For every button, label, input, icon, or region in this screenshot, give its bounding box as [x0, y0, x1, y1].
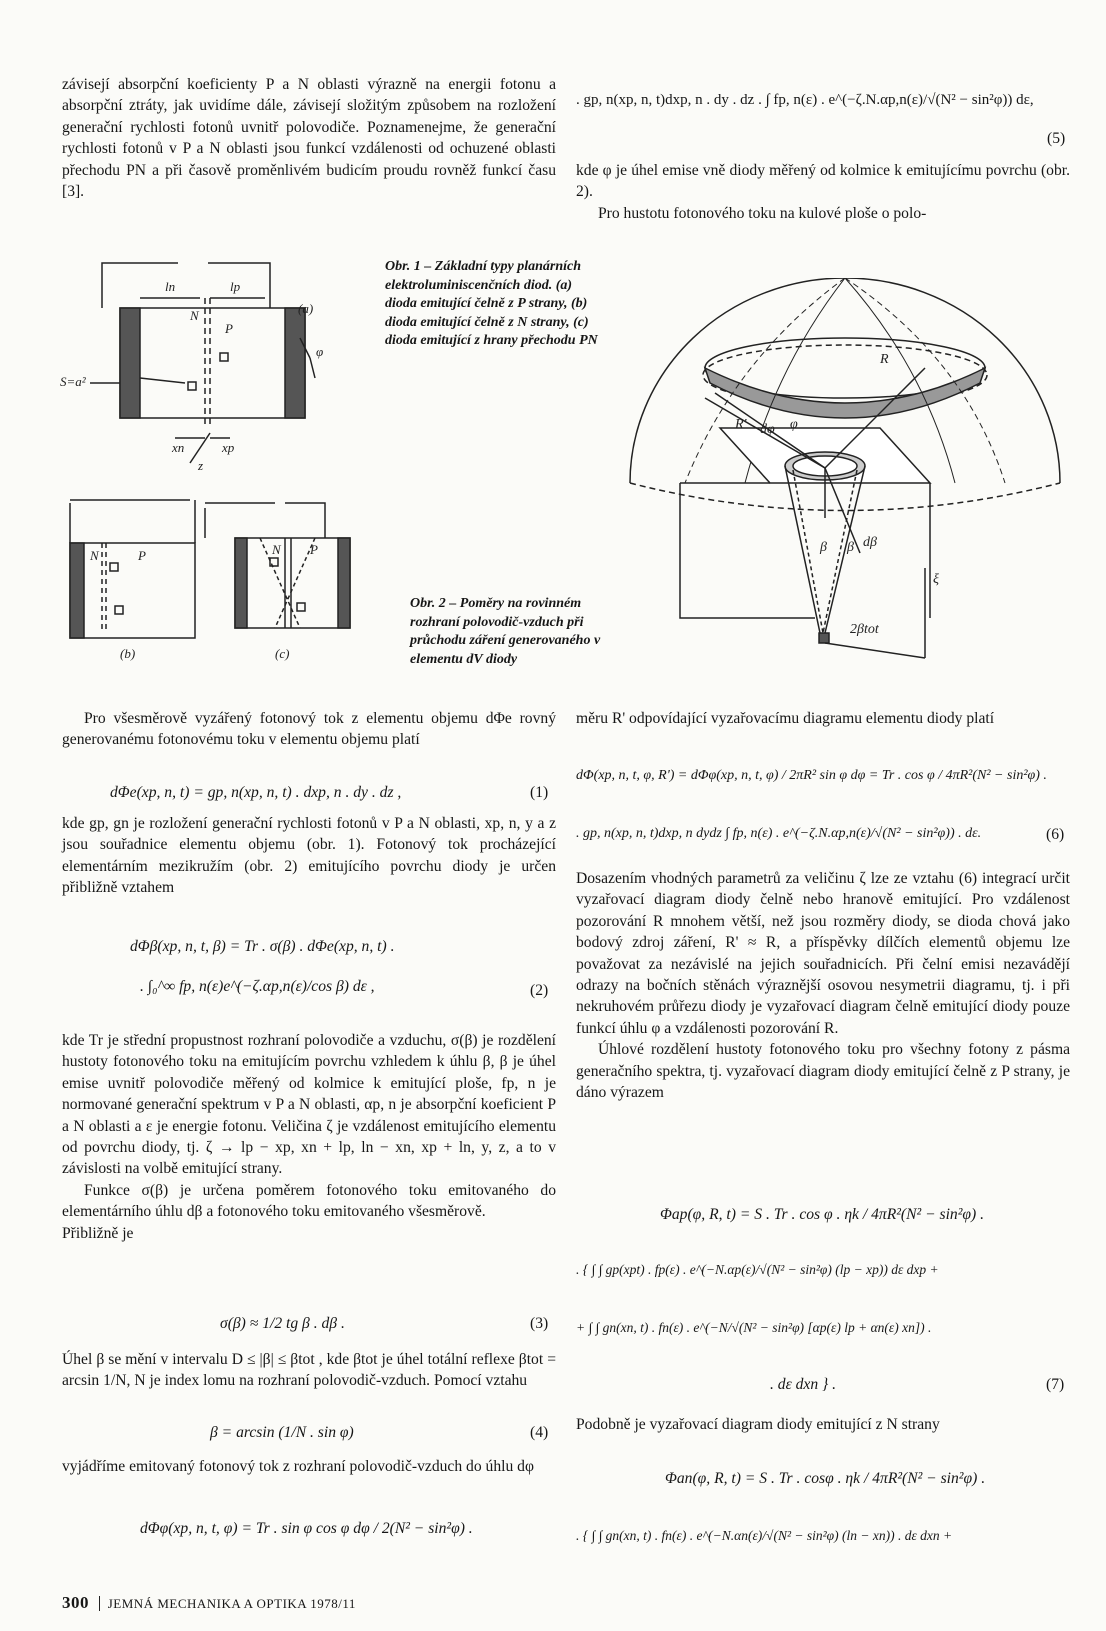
fig2-label-xi: ξ [933, 572, 939, 587]
left-column-4 [62, 1349, 556, 1392]
fig2-label-beta-1: β [820, 540, 827, 555]
fig1-label-xn: xn [172, 440, 185, 455]
density-intro-text: Pro hustotu fotonového toku na kulové ploše o polo- [598, 204, 927, 222]
equation-7b: . { ∫ ∫ gp(xpt) . fp(ε) . e^(−N.αp(ε)/√(N² − sin²φ) (lp − xp)) dε dxp + [576, 1262, 939, 1277]
right-column [576, 708, 1070, 729]
fig1-label-N-c: N [272, 542, 281, 557]
fig2-label-phi: φ [790, 417, 798, 432]
fig1-label-ln: ln [165, 279, 176, 294]
left-column-2 [62, 813, 556, 899]
figure-1 [60, 258, 380, 663]
equation-5-number: (5) [1047, 130, 1066, 147]
fig1-label-N-b: N [90, 548, 99, 563]
equation-6a: dΦ(xp, n, t, φ, R') = dΦφ(xp, n, t, φ) / 2πR² sin φ dφ = Tr . cos φ / 4πR²(N² − sin²φ) . [576, 768, 1047, 783]
fig1-label-N: N [190, 308, 199, 323]
equation-7-number: (7) [1046, 1376, 1065, 1393]
page-footer [62, 1593, 356, 1613]
left-p1: Pro všesměrově vyzářený fotonový tok z elementu objemu dΦe rovný generovanému fotonovému toku v elementu objemu platí [62, 710, 556, 749]
intro-text: závisejí absorpční koeficienty P a N oblasti výrazně na energii fotonu a absorpční ztráty, jak uvidíme dále, závisejí složitým způsobem na rozložení generační rychlosti fotonů uvnitř polovodiče. Poznamenejme, že generační rychlosti fotonů v P a N oblasti jsou funkcí vzdálenosti od ochuzené oblasti přechodu PN a při časově proměnlivém budicím proudu rovněž funkcí času [3]. [62, 76, 556, 201]
fig1-label-lp: lp [230, 279, 241, 294]
left-column-5 [62, 1456, 556, 1477]
equation-6-number: (6) [1046, 826, 1065, 843]
equation-6b: . gp, n(xp, n, t)dxp, n dydz ∫ fp, n(ε) . e^(−ζ.N.αp,n(ε)/√(N² − sin²φ)) . dε. [576, 826, 982, 841]
fig2-label-beta-2: β [847, 540, 854, 555]
fig1-label-b: (b) [120, 646, 136, 661]
equation-last-left: dΦφ(xp, n, t, φ) = Tr . sin φ cos φ dφ / 2(N² − sin²φ) . [140, 1520, 473, 1537]
fig1-label-P-c: P [310, 542, 318, 557]
right-p1: měru R' odpovídající vyzařovacímu diagramu elementu diody platí [576, 710, 995, 727]
equation-4-number: (4) [530, 1424, 549, 1441]
left-column-3 [62, 1030, 556, 1244]
equation-2a: dΦβ(xp, n, t, β) = Tr . σ(β) . dΦe(xp, n, t) . [130, 938, 395, 955]
page-number: 300 [62, 1593, 89, 1612]
journal-name: JEMNÁ MECHANIKA A OPTIKA 1978/11 [99, 1596, 356, 1611]
equation-4: β = arcsin (1/N . sin φ) [210, 1424, 354, 1441]
fig2-label-dphi: dφ [760, 422, 775, 437]
right-column-3 [576, 1414, 1070, 1435]
fig1-label-a: (a) [298, 301, 314, 316]
left-p6: Úhel β se mění v intervalu D ≤ |β| ≤ βtot , kde βtot je úhel totální reflexe βtot = arcsin 1/N, N je index lomu na rozhraní polovodič-vzduch. Pomocí vztahu [62, 1351, 556, 1390]
equation-7a: Φap(φ, R, t) = S . Tr . cos φ . ηk / 4πR²(N² − sin²φ) . [660, 1206, 984, 1223]
phi-definition-text: kde φ je úhel emise vně diody měřený od kolmice k emitujícímu povrchu (obr. 2). [576, 162, 1070, 201]
right-p3: Úhlové rozdělení hustoty fotonového toku pro všechny fotony z pásma generačního spektra, tj. vyzařovací diagram diody emitující čelně z P strany, je dáno výrazem [576, 1041, 1070, 1102]
fig1-label-P: P [225, 321, 233, 336]
fig2-label-dbeta: dβ [863, 535, 877, 550]
right-column-2 [576, 868, 1070, 1103]
equation-7d: . dε dxn } . [770, 1376, 837, 1393]
fig1-label-P-b: P [138, 548, 146, 563]
figure-2-caption: Obr. 2 – Poměry na rovinném rozhraní polovodič-vzduch při průchodu záření generovaného v elementu dV diody [410, 596, 601, 667]
left-p4: Funkce σ(β) je určena poměrem fotonového toku emitovaného do elementárního úhlu dβ a fotonového toku emitovaného všesměrově. [62, 1181, 556, 1221]
fig1-label-z: z [198, 458, 204, 473]
fig1-label-S: S=a² [60, 374, 86, 389]
right-p2: Dosazením vhodných parametrů za veličinu ζ lze ze vztahu (6) integrací určit vyzařovací diagram diody čelně nebo hranově emitující. Pro vzdálenost pozorování R mnohem větší, než jsou rozměry diody, se dioda chová jako bodový zdroj záření, R' ≈ R, a příspěvky dílčích elementů objemu lze považovat za nezávislé na jejich souřadnicích. Při čelní emisi nezavádějí odrazy na bočních stěnách výraznější osovou nesymetrii diagramu, tj. i při nekruhovém průřezu diody je vyzařovací diagram čelně emitující diody pouze funkcí úhlu φ a vzdálenosti pozorování R. [576, 870, 1070, 1037]
equation-8a: Φan(φ, R, t) = S . Tr . cosφ . ηk / 4πR²(N² − sin²φ) . [665, 1470, 986, 1487]
equation-1: dΦe(xp, n, t) = gp, n(xp, n, t) . dxp, n . dy . dz , [110, 784, 402, 801]
left-p5: Přibližně je [62, 1224, 134, 1242]
intro-paragraph [62, 74, 556, 202]
fig1-label-xp: xp [222, 440, 235, 455]
equation-3: σ(β) ≈ 1/2 tg β . dβ . [220, 1315, 345, 1332]
fig1-label-phi: φ [316, 344, 324, 359]
left-p7: vyjádříme emitovaný fotonový tok z rozhraní polovodič-vzduch do úhlu dφ [62, 1458, 534, 1475]
equation-1-number: (1) [530, 784, 549, 801]
equation-2-number: (2) [530, 982, 549, 999]
equation-3-number: (3) [530, 1315, 549, 1332]
equation-8b: . { ∫ ∫ gn(xn, t) . fn(ε) . e^(−N.αn(ε)/√(N² − sin²φ) (ln − xn)) . dε dxn + [576, 1528, 953, 1543]
left-column [62, 708, 556, 751]
right-p4: Podobně je vyzařovací diagram diody emitující z N strany [576, 1416, 940, 1433]
fig2-label-Rprime: R' [735, 417, 747, 432]
left-p3: kde Tr je střední propustnost rozhraní polovodiče a vzduchu, σ(β) je rozdělení hustoty fotonového toku na emitujícím povrchu vzhledem k úhlu β, β je úhel emise uvnitř polovodiče měřený od kolmice k emitující ploše, fp, n je normované generační spektrum v P a N oblasti, αp, n je absorpční koeficient P a N oblasti a ε je energie fotonu. Veličina ζ je vzdálenost emitujícího elementu od povrchu diody, tj. ζ → lp − xp, xn + lp, ln − xn, xp + ln, y, z, a to v závislosti na volbě emitující strany. [62, 1032, 556, 1178]
equation-7c: + ∫ ∫ gn(xn, t) . fn(ε) . e^(−N/√(N² − sin²φ) [αp(ε) lp + αn(ε) xn]) . [576, 1320, 932, 1335]
equation-2b: . ∫₀^∞ fp, n(ε)e^(−ζ.αp,n(ε)/cos β) dε , [140, 978, 375, 995]
fig1-label-c: (c) [275, 646, 290, 661]
fig2-label-R: R [880, 352, 889, 367]
figure-1-caption: Obr. 1 – Základní typy planárních elektroluminiscenčních diod. (a) dioda emitující čelně z P strany, (b) dioda emitující čelně z N strany, (c) dioda emitující z hrany přechodu PN [385, 259, 598, 348]
fig2-label-beta-tot: 2βtot [850, 622, 879, 637]
phi-definition [576, 160, 1070, 224]
equation-5: . gp, n(xp, n, t)dxp, n . dy . dz . ∫ fp, n(ε) . e^(−ζ.N.αp,n(ε)/√(N² − sin²φ)) dε, [576, 92, 1034, 108]
figure-2 [625, 278, 1065, 678]
left-p2: kde gp, gn je rozložení generační rychlosti fotonů v P a N oblasti, xp, n, y a z jsou souřadnice elementu objemu (obr. 1). Fotonový tok procházející elementárním mezikružím (obr. 2) emitujícího povrchu diody je určen přibližně vztahem [62, 815, 556, 897]
